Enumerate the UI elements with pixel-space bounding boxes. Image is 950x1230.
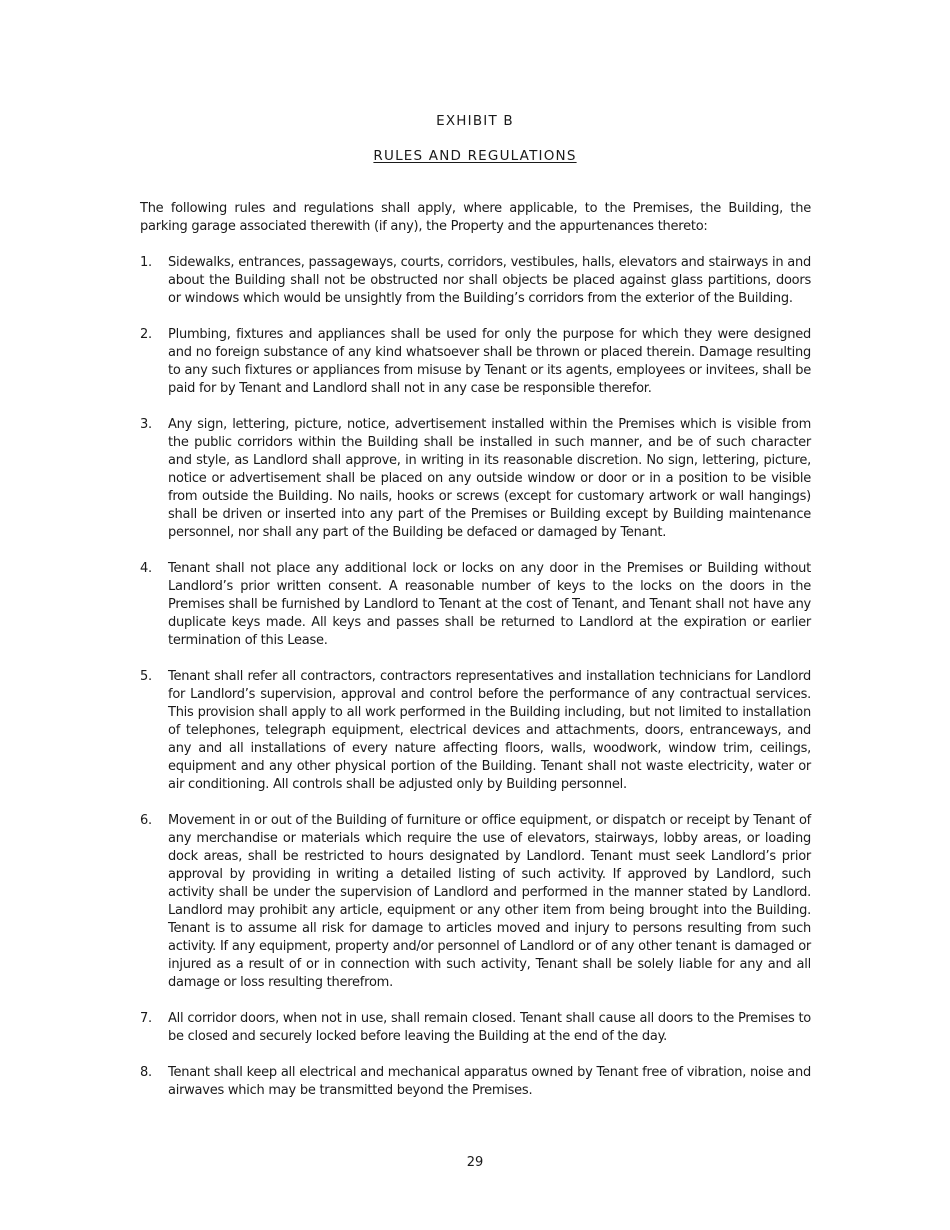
rule-item-7 (140, 1010, 811, 1046)
rule-item-8 (140, 1064, 811, 1100)
intro-paragraph: The following rules and regulations shall apply, where applicable, to the Premises, the Building, the parking garage associated therewith (if any), the Property and the appurtenances thereto: (140, 201, 811, 234)
rule-number: 3. (140, 417, 152, 432)
document-body (140, 200, 811, 1118)
rule-text: Sidewalks, entrances, passageways, courts, corridors, vestibules, halls, elevators and stairways in and about the Building shall not be obstructed nor shall objects be placed against glass partitions, doors or windows which would be unsightly from the Building’s corridors from the exterior of the Building. (168, 255, 811, 306)
rule-item-3 (140, 416, 811, 542)
rule-text: Movement in or out of the Building of furniture or office equipment, or dispatch or receipt by Tenant of any merchandise or materials which require the use of elevators, stairways, lobby areas, or loading dock areas, shall be restricted to hours designated by Landlord. Tenant must seek Landlord’s prior approval by providing in writing a detailed listing of such activity. If approved by Landlord, such activity shall be under the supervision of Landlord and performed in the manner stated by Landlord. Landlord may prohibit any article, equipment or any other item from being brought into the Building. Tenant is to assume all risk for damage to articles moved and injury to persons resulting from such activity. If any equipment, property and/or personnel of Landlord or of any other tenant is damaged or injured as a result of or in connection with such activity, Tenant shall be solely liable for any and all damage or loss resulting therefrom. (168, 813, 811, 990)
rule-text: Plumbing, fixtures and appliances shall be used for only the purpose for which they were designed and no foreign substance of any kind whatsoever shall be thrown or placed therein. Damage resulting to any such fixtures or appliances from misuse by Tenant or its agents, employees or invitees, shall be paid for by Tenant and Landlord shall not in any case be responsible therefor. (168, 327, 811, 396)
rule-number: 7. (140, 1011, 152, 1026)
rule-item-1 (140, 254, 811, 308)
rule-item-6 (140, 812, 811, 992)
rule-text: Tenant shall not place any additional lock or locks on any door in the Premises or Building without Landlord’s prior written consent. A reasonable number of keys to the locks on the doors in the Premises shall be furnished by Landlord to Tenant at the cost of Tenant, and Tenant shall not have any duplicate keys made. All keys and passes shall be returned to Landlord at the expiration or earlier termination of this Lease. (168, 561, 811, 648)
exhibit-title: EXHIBIT B (436, 113, 514, 129)
rule-text: All corridor doors, when not in use, shall remain closed. Tenant shall cause all doors to the Premises to be closed and securely locked before leaving the Building at the end of the day. (168, 1011, 811, 1044)
rule-number: 8. (140, 1065, 152, 1080)
rule-number: 5. (140, 669, 152, 684)
rule-item-5 (140, 668, 811, 794)
rule-item-4 (140, 560, 811, 650)
rule-number: 2. (140, 327, 152, 342)
rule-text: Tenant shall refer all contractors, contractors representatives and installation technicians for Landlord for Landlord’s supervision, approval and control before the performance of any contractual services. This provision shall apply to all work performed in the Building including, but not limited to installation of telephones, telegraph equipment, electrical devices and attachments, doors, entranceways, and any and all installations of every nature affecting floors, walls, woodwork, window trim, ceilings, equipment and any other physical portion of the Building. Tenant shall not waste electricity, water or air conditioning. All controls shall be adjusted only by Building personnel. (168, 669, 811, 792)
section-heading (0, 148, 950, 164)
rule-text: Tenant shall keep all electrical and mechanical apparatus owned by Tenant free of vibration, noise and airwaves which may be transmitted beyond the Premises. (168, 1065, 811, 1098)
page-number: 29 (466, 1155, 484, 1170)
rule-number: 6. (140, 813, 152, 828)
section-heading-text: RULES AND REGULATIONS (373, 148, 577, 164)
rule-number: 4. (140, 561, 152, 576)
rule-text: Any sign, lettering, picture, notice, advertisement installed within the Premises which is visible from the public corridors within the Building shall be installed in such manner, and be of such character and style, as Landlord shall approve, in writing in its reasonable discretion. No sign, lettering, picture, notice or advertisement shall be placed on any outside window or door or in a position to be visible from outside the Building. No nails, hooks or screws (except for customary artwork or wall hangings) shall be driven or inserted into any part of the Premises or Building except by Building maintenance personnel, nor shall any part of the Building be defaced or damaged by Tenant. (168, 417, 811, 540)
rule-number: 1. (140, 255, 152, 270)
rule-item-2 (140, 326, 811, 398)
